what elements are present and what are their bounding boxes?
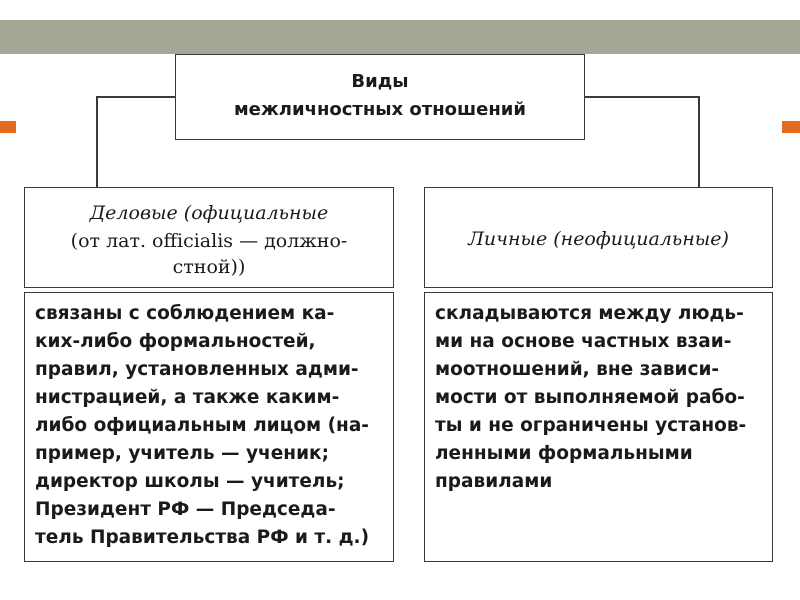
title-line-2: межличностных отношений [233, 99, 527, 120]
business-desc-line: нистрацией, а также каким- [35, 387, 340, 408]
business-desc-line: Президент РФ — Председа- [35, 499, 336, 520]
personal-desc-line: мости от выполняемой рабо- [435, 387, 745, 408]
personal-desc-line: правилами [435, 471, 553, 492]
connector-left-vertical [96, 96, 98, 188]
personal-desc-line: ты и не ограничены установ- [435, 415, 747, 436]
business-relations-description [24, 292, 394, 562]
business-desc-line: либо официальным лицом (на- [35, 415, 369, 436]
connector-right-horizontal [584, 96, 699, 98]
personal-header-line-1: Личные (неофициальные) [468, 228, 729, 250]
accent-bar-right [782, 121, 800, 133]
top-band [0, 0, 800, 20]
business-desc-line: ких-либо формальностей, [35, 331, 316, 352]
personal-desc-line: складываются между людь- [435, 303, 744, 324]
title-line-1: Виды [351, 71, 409, 92]
business-desc-line: связаны с соблюдением ка- [35, 303, 335, 324]
business-header-line-2: (от лат. officialis — должно- [70, 230, 348, 252]
connector-right-vertical [698, 96, 700, 188]
business-desc-line: пример, учитель — ученик; [35, 443, 329, 464]
personal-relations-header [424, 187, 773, 288]
accent-bar-left [0, 121, 16, 133]
personal-desc-line: моотношений, вне зависи- [435, 359, 720, 380]
personal-desc-line: ленными формальными [435, 443, 693, 464]
business-header-line-3: стной)) [172, 256, 246, 278]
olive-band [0, 20, 800, 54]
business-header-line-1: Деловые (официальные [89, 202, 329, 224]
business-desc-line: директор школы — учитель; [35, 471, 345, 492]
connector-left-horizontal [96, 96, 176, 98]
business-desc-line: тель Правительства РФ и т. д.) [35, 527, 370, 548]
personal-desc-line: ми на основе частных взаи- [435, 331, 732, 352]
business-desc-line: правил, установленных адми- [35, 359, 359, 380]
personal-relations-description [424, 292, 773, 562]
business-relations-header [24, 187, 394, 288]
title-box [175, 54, 585, 140]
